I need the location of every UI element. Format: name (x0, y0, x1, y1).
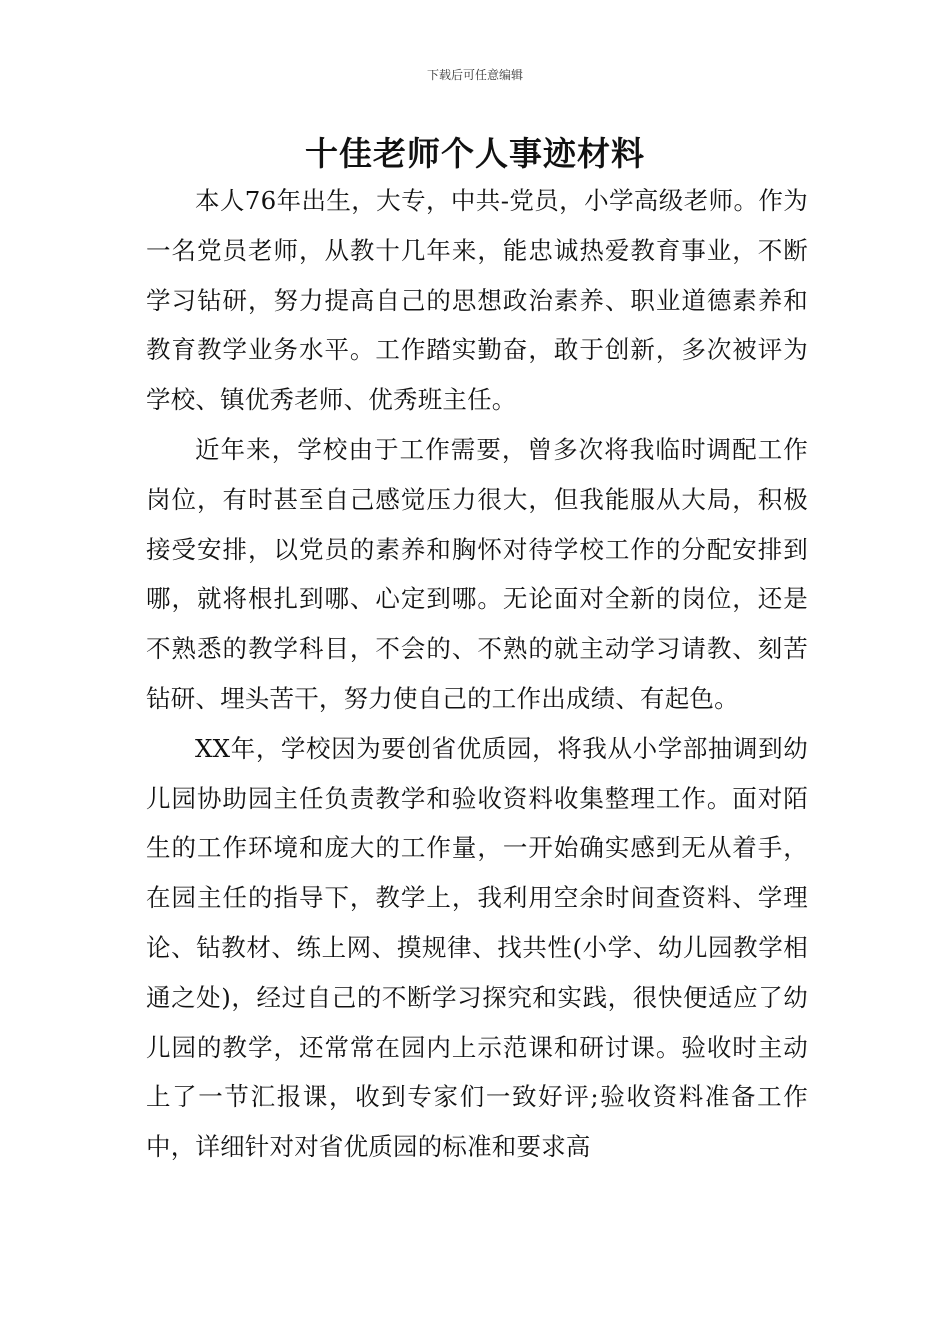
header-note: 下载后可任意编辑 (426, 68, 523, 82)
document-body (146, 176, 808, 1172)
paragraph-1: 本人76年出生，大专，中共-党员，小学高级老师。作为一名党员老师，从教十几年来，能忠诚热爱教育事业，不断学习钻研，努力提高自己的思想政治素养、职业道德素养和教育教学业务水平。工作踏实勤奋，敢于创新，多次被评为学校、镇优秀老师、优秀班主任。 (146, 186, 808, 415)
paragraph-2: 近年来，学校由于工作需要，曾多次将我临时调配工作岗位，有时甚至自己感觉压力很大，但我能服从大局，积极接受安排，以党员的素养和胸怀对待学校工作的分配安排到哪，就将根扎到哪、心定到哪。无论面对全新的岗位，还是不熟悉的教学科目，不会的、不熟的就主动学习请教、刻苦钻研、埋头苦干，努力使自己的工作出成绩、有起色。 (146, 434, 808, 713)
paragraph-3: XX年，学校因为要创省优质园，将我从小学部抽调到幼儿园协助园主任负责教学和验收资料收集整理工作。面对陌生的工作环境和庞大的工作量，一开始确实感到无从着手，在园主任的指导下，教学上，我利用空余时间查资料、学理论、钻教材、练上网、摸规律、找共性(小学、幼儿园教学相通之处)，经过自己的不断学习探究和实践，很快便适应了幼儿园的教学，还常常在园内上示范课和研讨课。验收时主动上了一节汇报课，收到专家们一致好评;验收资料准备工作中，详细针对对省优质园的标准和要求高 (146, 733, 808, 1162)
document-title: 十佳老师个人事迹材料 (305, 134, 645, 173)
